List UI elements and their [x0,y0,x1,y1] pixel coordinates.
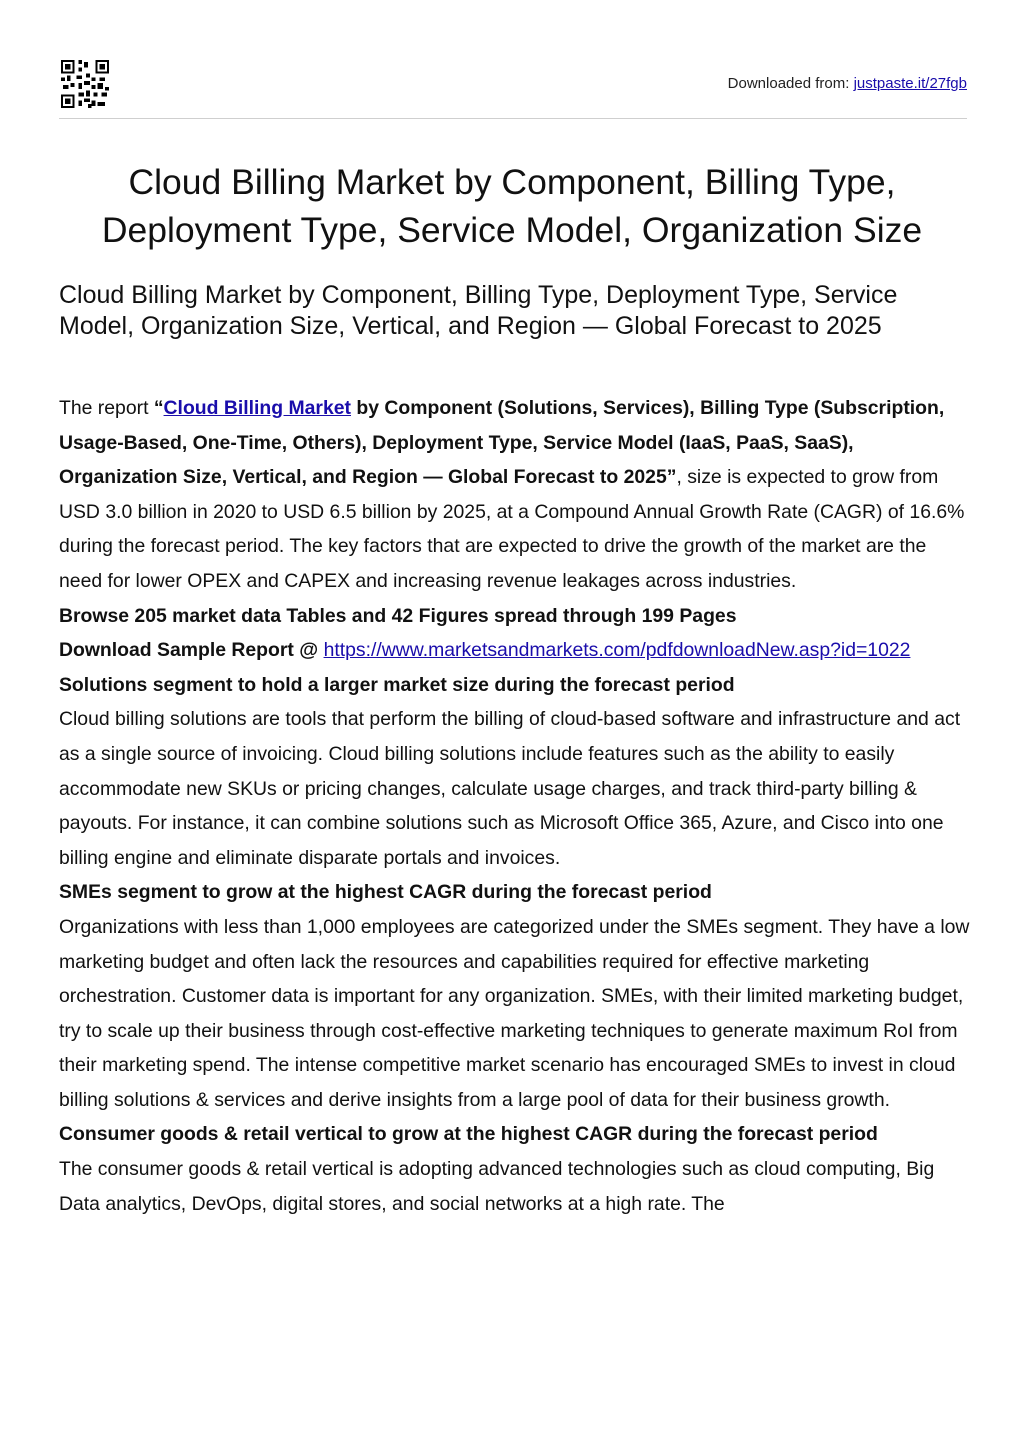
sample-report-link[interactable]: https://www.marketsandmarkets.com/pdfdownloadNew.asp?id=1022 [323,639,911,662]
downloaded-from-label: Downloaded from: [727,75,850,92]
intro-quote-open: “ [153,397,164,419]
intro-paragraph [59,391,974,599]
section-heading-smes: SMEs segment to grow at the highest CAGR during the forecast period [59,881,712,904]
page-title: Cloud Billing Market by Component, Billing Type, Deployment Type, Service Model, Organization Size [101,162,923,250]
intro-lead: The report [59,397,154,419]
source-link[interactable]: justpaste.it/27fgb [853,75,967,92]
section-heading-consumer-goods: Consumer goods & retail vertical to grow at the highest CAGR during the forecast period [59,1123,878,1146]
qr-code-icon [61,60,109,108]
section-text-smes: Organizations with less than 1,000 employees are categorized under the SMEs segment. They have a low marketing budget and often lack the resources and capabilities required for effective marketing orchestration. Customer data is important for any organization. SMEs, with their limited marketing budget, try to scale up their business through cost-effective marketing techniques to generate maximum RoI from their marketing spend. The intense competitive market scenario has encouraged SMEs to invest in cloud billing solutions & services and derive insights from a large pool of data for their business growth. [59,915,970,1111]
article-body [59,391,974,1221]
intro-text: , size is expected to grow from USD 3.0 billion in 2020 to USD 6.5 billion by 2025, at a Compound Annual Growth Rate (CAGR) of 16.6% during the forecast period. The key factors that are expected to drive the growth of the market are the need for lower OPEX and CAPEX and increasing revenue leakages across industries. [59,466,965,592]
page-subtitle: Cloud Billing Market by Component, Billing Type, Deployment Type, Service Model, Organization Size, Vertical, and Region — Global Forecast to 2025 [59,281,898,340]
report-title-bold: by Component (Solutions, Services), Billing Type (Subscription, Usage-Based, One-Time, Others), Deployment Type, Service Model (IaaS, PaaS, SaaS), Organization Size, Vertical, and Region — Global Forecast to 2025” [59,397,945,489]
section-heading-solutions: Solutions segment to hold a larger market size during the forecast period [59,673,735,696]
section-text-solutions: Cloud billing solutions are tools that perform the billing of cloud-based software and infrastructure and act as a single source of invoicing. Cloud billing solutions include features such as the ability to easily accommodate new SKUs or pricing changes, calculate usage charges, and track third-party billing & payouts. For instance, it can combine solutions such as Microsoft Office 365, Azure, and Cisco into one billing engine and eliminate disparate portals and invoices. [59,708,961,869]
section-text-consumer-goods: The consumer goods & retail vertical is adopting advanced technologies such as cloud computing, Big Data analytics, DevOps, digital stores, and social networks at a high rate. The [59,1158,935,1215]
download-source [728,75,967,92]
browse-line: Browse 205 market data Tables and 42 Figures spread through 199 Pages [59,604,737,627]
download-line [59,633,974,668]
download-header [59,58,967,119]
cloud-billing-market-link[interactable]: Cloud Billing Market [163,397,351,419]
download-label: Download Sample Report @ [59,639,324,662]
